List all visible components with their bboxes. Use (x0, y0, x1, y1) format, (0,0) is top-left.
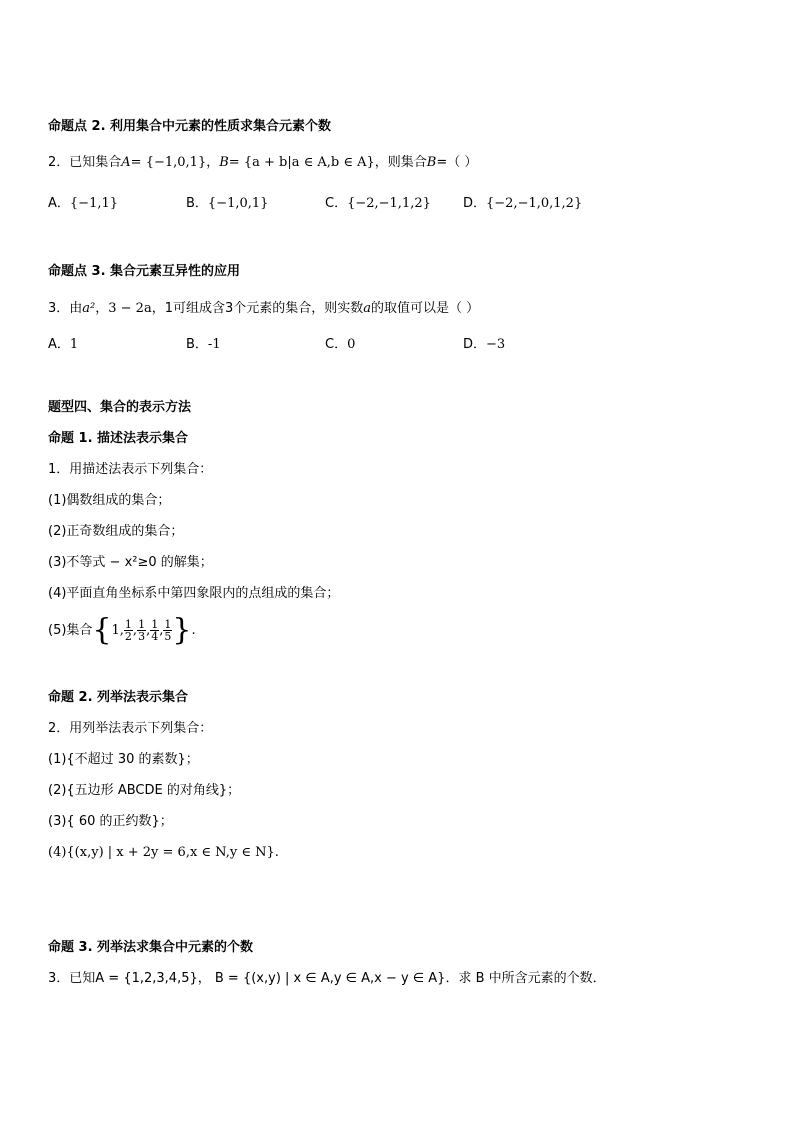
option-label: D． (463, 337, 487, 352)
fraction (163, 619, 172, 642)
question-3-suffix: 的取值可以是（ ） (371, 301, 480, 316)
prop-2-item-4: (4){(x,y) | x + 2y = 6,x ∈ N,y ∈ N}. (48, 845, 279, 860)
option-label: C． (325, 337, 348, 352)
question-3-stem (48, 300, 479, 318)
question-3-middle: ，1可组成含3个元素的集合，则实数 (151, 301, 364, 316)
prop-2-item-1: (1){不超过 30 的素数}； (48, 752, 199, 767)
prop-2-item-3: (3){ 60 的正约数}； (48, 814, 173, 829)
option-label: B． (186, 337, 208, 352)
denominator: 5 (164, 630, 172, 643)
q2-option-a[interactable] (48, 195, 118, 213)
set-b-definition: = {a + b|a ∈ A,b ∈ A} (228, 155, 375, 170)
denominator: 4 (151, 630, 159, 643)
option-value: {−1,0,1} (207, 196, 269, 211)
item-5-end: . (191, 623, 196, 638)
q2-option-d[interactable] (463, 195, 582, 213)
prop-2-item-2: (2){五边形 ABCDE 的对角线}； (48, 783, 241, 798)
variable-a: a (363, 301, 372, 316)
term-3-minus-2a: ，3 − 2a (95, 301, 152, 316)
denominator: 2 (124, 630, 132, 643)
option-label: D． (463, 196, 487, 211)
option-label: C． (325, 196, 348, 211)
option-label: A． (48, 337, 70, 352)
question-2-answer-blank: =（ ） (436, 155, 478, 170)
option-value: {−2,−1,0,1,2} (486, 196, 583, 211)
denominator: 3 (138, 630, 146, 643)
option-label: B． (186, 196, 208, 211)
prop-1-item-5: (5)集合{1, $\frac{1}{2}$ , $\frac{1}{3}$ , $\frac{1}{4}$ , $\frac{1}{5}$ }. (48, 612, 196, 648)
option-value: −3 (486, 337, 506, 352)
question-2-prefix: 2．已知集合 (48, 155, 122, 170)
set-b-name: B (219, 155, 229, 170)
separator: ， (206, 155, 220, 170)
q3-option-d[interactable] (463, 336, 505, 354)
prop-1-item-3: (3)不等式 − x²≥0 的解集； (48, 555, 213, 570)
item-5-first-element: 1, (111, 623, 124, 638)
option-value: -1 (207, 337, 221, 352)
prop-3-question: 3．已知A = {1,2,3,4,5}， B = {(x,y) | x ∈ A,y ∈ A,x − y ∈ A}．求 B 中所含元素的个数． (48, 971, 606, 986)
left-brace: { (92, 612, 112, 648)
q3-option-b[interactable] (186, 336, 221, 354)
q3-option-a[interactable] (48, 336, 78, 354)
right-brace: } (172, 612, 192, 648)
question-2-stem (48, 154, 477, 172)
prop-1-item-4: (4)平面直角坐标系中第四象限内的点组成的集合； (48, 586, 340, 601)
section-title-point-3: 命题点 3. 集合元素互异性的应用 (48, 264, 241, 279)
section-title-point-2: 命题点 2. 利用集合中元素的性质求集合元素个数 (48, 119, 332, 134)
set-a-name: A (121, 155, 131, 170)
prop-2-title: 命题 2. 列举法表示集合 (48, 690, 189, 705)
numerator: 1 (164, 618, 172, 631)
prop-1-title: 命题 1. 描述法表示集合 (48, 431, 189, 446)
prop-1-question: 1．用描述法表示下列集合： (48, 462, 213, 477)
fraction (124, 619, 133, 642)
numerator: 1 (138, 618, 146, 631)
prop-2-question: 2．用列举法表示下列集合： (48, 721, 213, 736)
numerator: 1 (151, 618, 159, 631)
prop-1-item-2: (2)正奇数组成的集合； (48, 524, 184, 539)
option-value: {−1,1} (69, 196, 119, 211)
q3-option-c[interactable] (325, 336, 355, 354)
prop-1-item-1: (1)偶数组成的集合； (48, 493, 171, 508)
type-4-title: 题型四、集合的表示方法 (48, 400, 192, 415)
option-value: 1 (69, 337, 79, 352)
option-label: A． (48, 196, 70, 211)
set-a-definition: = {−1,0,1} (130, 155, 207, 170)
numerator: 1 (124, 618, 132, 631)
item-5-prefix: (5)集合 (48, 623, 93, 638)
term-a-squared: a² (82, 301, 96, 316)
question-3-prefix: 3．由 (48, 301, 83, 316)
q2-option-b[interactable] (186, 195, 268, 213)
prop-3-title: 命题 3. 列举法求集合中元素的个数 (48, 940, 254, 955)
option-value: 0 (347, 337, 356, 352)
question-2-suffix: ，则集合 (374, 155, 427, 170)
q2-option-c[interactable] (325, 195, 431, 213)
fraction (150, 619, 159, 642)
ask-set-name: B (426, 155, 437, 170)
option-value: {−2,−1,1,2} (347, 196, 431, 211)
fraction (137, 619, 146, 642)
